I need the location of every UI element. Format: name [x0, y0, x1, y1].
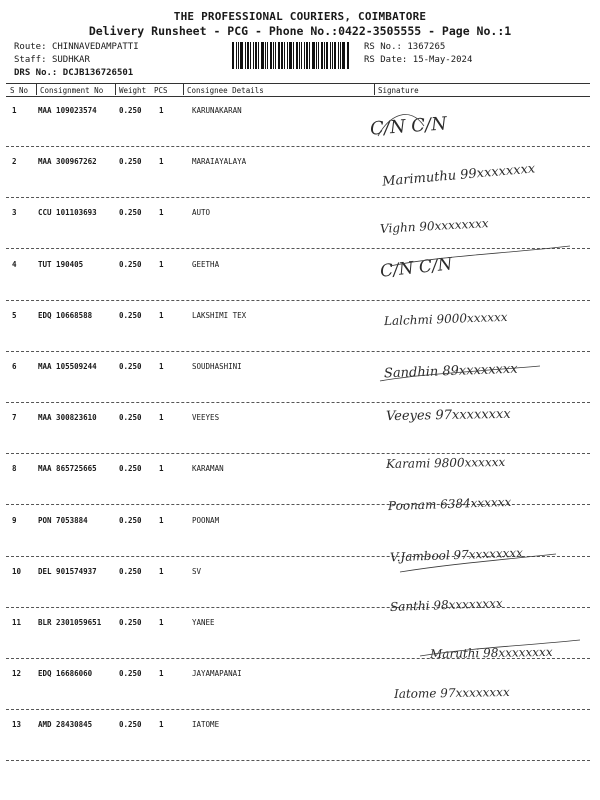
row-pcs: 1	[159, 720, 164, 730]
row-consignment-no: EDQ 16686060	[38, 669, 93, 679]
runsheet-title: Delivery Runsheet - PCG - Phone No.:0422-3505555 - Page No.:1	[88, 24, 512, 38]
row-consignee: GEETHA	[192, 259, 220, 269]
header-top-rule	[6, 83, 590, 84]
row-consignee: VEEYES	[192, 413, 220, 423]
barcode-bar	[321, 42, 323, 69]
row-pcs: 1	[159, 157, 164, 167]
col-header-weight: Weight	[119, 86, 147, 95]
barcode-bar	[332, 42, 333, 69]
col-header-signature: Signature	[378, 86, 419, 95]
row-signature: Santhi 98xxxxxxxx	[389, 596, 503, 614]
barcode-bar	[281, 42, 283, 69]
row-consignment-no: MAA 300823610	[38, 413, 97, 423]
row-consignment-no: CCU 101103693	[38, 208, 97, 218]
barcode-bar	[245, 42, 246, 69]
route-value: CHINNAVEDAMPATTI	[51, 42, 139, 52]
row-sno: 8	[12, 464, 17, 474]
col-header-sno: S No	[10, 86, 29, 95]
row-sno: 10	[12, 566, 22, 576]
barcode-bar	[250, 42, 251, 69]
drs-label: DRS No.:	[14, 68, 58, 78]
rs-no-line	[364, 42, 445, 52]
barcode-bar	[258, 42, 259, 69]
row-consignee: AUTO	[192, 208, 211, 218]
row-signature: Iatome 97xxxxxxxx	[393, 684, 510, 702]
row-signature: Sandhin 89xxxxxxxx	[383, 361, 518, 382]
row-signature: Lalchmi 9000xxxxxx	[383, 309, 508, 329]
barcode-bar	[340, 42, 341, 69]
row-consignment-no: EDQ 10668588	[38, 310, 93, 320]
row-weight: 0.250	[119, 464, 142, 474]
col-header-pcs: PCS	[154, 86, 168, 95]
row-sno: 12	[12, 669, 22, 679]
barcode-bar	[270, 42, 272, 69]
barcode-bar	[255, 42, 257, 69]
row-consignee: KARAMAN	[192, 464, 224, 474]
row-weight: 0.250	[119, 259, 142, 269]
barcode-bar	[253, 42, 254, 69]
rs-date-value: 15-May-2024	[412, 55, 473, 65]
row-sno: 4	[12, 259, 17, 269]
row-consignment-no: MAA 109023574	[38, 106, 97, 115]
row-divider	[6, 760, 590, 761]
barcode-bar	[309, 42, 310, 69]
row-signature: Veeyes 97xxxxxxxx	[385, 406, 511, 425]
row-weight: 0.250	[119, 310, 142, 320]
row-pcs: 1	[159, 413, 164, 423]
barcode-bar	[318, 42, 319, 69]
row-pcs: 1	[159, 618, 164, 627]
pen-stroke	[380, 366, 540, 381]
barcode-bar	[293, 42, 294, 69]
signature-strokes	[360, 96, 600, 716]
company-title: THE PROFESSIONAL COURIERS, COIMBATORE	[173, 10, 427, 23]
barcode-bar	[334, 42, 336, 69]
barcode-bar	[316, 42, 317, 69]
row-sno: 2	[12, 157, 17, 167]
row-consignment-no: DEL 901574937	[38, 566, 97, 576]
row-weight: 0.250	[119, 157, 142, 167]
row-signature: Marimuthu 99xxxxxxxx	[381, 161, 536, 190]
row-weight: 0.250	[119, 208, 142, 218]
barcode-bar	[347, 42, 349, 69]
barcode	[232, 42, 354, 69]
barcode-bar	[275, 42, 276, 69]
row-consignee: IATOME	[192, 720, 220, 730]
row-consignment-no: TUT 190405	[38, 259, 84, 269]
row-pcs: 1	[159, 669, 164, 679]
barcode-bar	[342, 42, 345, 69]
row-consignee: SV	[192, 566, 202, 576]
row-consignment-no: BLR 2301059651	[38, 618, 102, 627]
row-weight: 0.250	[119, 618, 142, 627]
row-pcs: 1	[159, 362, 164, 371]
barcode-bar	[304, 42, 305, 69]
col-header-consignee: Consignee Details	[187, 86, 264, 95]
rs-date-label: RS Date:	[364, 55, 408, 65]
pen-stroke	[390, 246, 570, 266]
row-signature: Vighn 90xxxxxxxx	[379, 216, 489, 236]
row-weight: 0.250	[119, 669, 142, 679]
row-consignee: SOUDHASHINI	[192, 362, 242, 371]
pen-stroke	[420, 640, 580, 656]
barcode-bar	[278, 42, 280, 69]
barcode-bar	[236, 42, 237, 69]
row-weight: 0.250	[119, 566, 142, 576]
row-pcs: 1	[159, 208, 164, 218]
row-pcs: 1	[159, 310, 164, 320]
row-consignment-no: AMD 28430845	[38, 720, 93, 730]
barcode-bar	[240, 42, 243, 69]
barcode-bar	[247, 42, 249, 69]
row-consignment-no: MAA 300967262	[38, 157, 97, 167]
barcode-bar	[284, 42, 285, 69]
row-consignment-no: PON 7053884	[38, 515, 88, 525]
barcode-bar	[338, 42, 339, 69]
row-consignee: MARAIAYALAYA	[192, 157, 247, 167]
barcode-bar	[265, 42, 266, 69]
barcode-bar	[330, 42, 331, 69]
barcode-bar	[273, 42, 274, 69]
row-weight: 0.250	[119, 362, 142, 371]
row-pcs: 1	[159, 106, 164, 115]
staff-line	[14, 55, 90, 65]
row-sno: 1	[12, 106, 17, 115]
row-weight: 0.250	[119, 106, 142, 115]
row-sno: 11	[12, 618, 22, 627]
row-sno: 6	[12, 362, 17, 371]
barcode-bar	[287, 42, 288, 69]
row-consignee: JAYAMAPANAI	[192, 669, 242, 679]
row-weight: 0.250	[119, 720, 142, 730]
row-signature: Karami 9800xxxxxx	[385, 454, 506, 472]
barcode-bar	[326, 42, 328, 69]
row-signature: Maruthi 98xxxxxxxx	[429, 644, 553, 662]
row-sno: 3	[12, 208, 17, 218]
row-signature: V.Jambool 97xxxxxxxx	[389, 545, 524, 565]
row-sno: 9	[12, 515, 17, 525]
route-label: Route:	[14, 42, 47, 52]
row-signature: Poonam 6384xxxxxx	[387, 494, 512, 514]
row-pcs: 1	[159, 515, 164, 525]
row-sno: 7	[12, 413, 17, 423]
staff-value: SUDHKAR	[51, 55, 90, 65]
col-divider	[115, 84, 116, 95]
row-sno: 13	[12, 720, 22, 730]
col-divider	[36, 84, 37, 95]
row-consignee: POONAM	[192, 515, 220, 525]
barcode-bar	[289, 42, 292, 69]
drs-value: DCJB136726501	[62, 68, 134, 78]
row-consignee: YANEE	[192, 618, 215, 627]
row-signature: C/N C/N	[379, 254, 454, 282]
barcode-bar	[232, 42, 234, 69]
pen-stroke	[378, 115, 424, 136]
barcode-bar	[238, 42, 239, 69]
row-weight: 0.250	[119, 413, 142, 423]
row-consignee: LAKSHIMI TEX	[192, 310, 247, 320]
col-divider	[183, 84, 184, 95]
barcode-bar	[301, 42, 302, 69]
rs-no-label: RS No.:	[364, 42, 402, 52]
col-header-consignment: Consignment No	[40, 86, 104, 95]
rs-date-line	[364, 55, 472, 65]
rs-no-value: 1367265	[407, 42, 446, 52]
col-divider	[374, 84, 375, 95]
row-sno: 5	[12, 310, 17, 320]
row-consignee: KARUNAKARAN	[192, 106, 242, 115]
pen-stroke	[400, 554, 556, 572]
row-pcs: 1	[159, 566, 164, 576]
barcode-bar	[306, 42, 308, 69]
barcode-bar	[296, 42, 298, 69]
barcode-bar	[324, 42, 325, 69]
row-signature: C/N C/N	[369, 113, 448, 140]
barcode-bar	[312, 42, 315, 69]
row-consignment-no: MAA 105509244	[38, 362, 97, 371]
row-pcs: 1	[159, 464, 164, 474]
barcode-bar	[267, 42, 268, 69]
barcode-bar	[261, 42, 264, 69]
row-consignment-no: MAA 865725665	[38, 464, 97, 474]
staff-label: Staff:	[14, 55, 47, 65]
drs-line	[14, 68, 133, 78]
barcode-bar	[299, 42, 300, 69]
route-line	[14, 42, 139, 52]
row-pcs: 1	[159, 259, 164, 269]
row-weight: 0.250	[119, 515, 142, 525]
